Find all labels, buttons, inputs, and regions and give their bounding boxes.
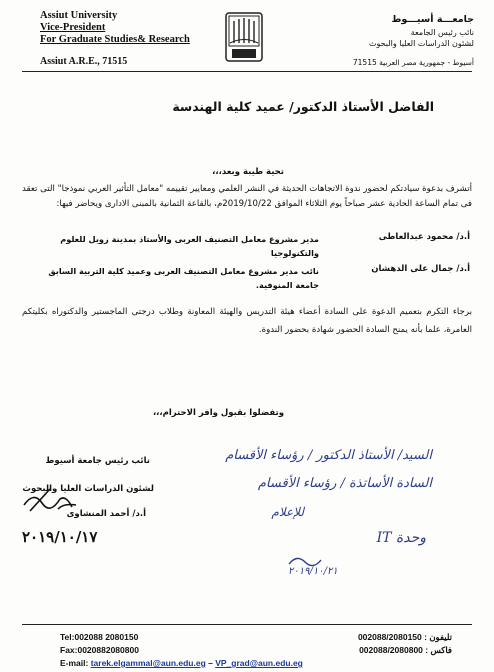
addressee: الفاضل الأستاذ الدكتور/ عميد كلية الهندسة xyxy=(172,99,434,114)
handwritten-note-1: السيد/ الأستاذ الدكتور / رؤساء الأقسام xyxy=(225,448,432,463)
footer-tel-ar: تليفون : 002088/2080150 xyxy=(357,632,452,642)
footer-email-link-1[interactable]: tarek.elgammal@aun.edu.eg xyxy=(90,658,206,668)
university-logo xyxy=(225,12,263,62)
handwritten-note-4: وحدة IT xyxy=(376,530,426,546)
header-ar-vice-president: نائب رئيس الجامعة xyxy=(410,28,474,37)
handwritten-signature xyxy=(20,485,80,517)
footer-email-line xyxy=(60,658,303,668)
footer-tel-en: Tel:002088 2080150 xyxy=(60,632,139,642)
request-paragraph: برجاء التكرم بتعميم الدعوة على السادة أعضاء هيئة التدريس والهيئة المعاونة وطلاب درجتى الماجستير والدكتوراه بكليتكم العامرة، علما بأنه يمنح السادة الحضور شهادة بحضور الندوة. xyxy=(22,307,472,335)
signature-name: أ.د/ أحمد المنشاوى xyxy=(66,509,146,519)
speaker-1-title: مدير مشروع معامل التصنيف العربى والأستاذ بمدينة زويل للعلوم والتكنولوجيا xyxy=(60,234,319,258)
footer-fax-ar: فاكس : 002088/2080800 xyxy=(359,645,452,655)
handwritten-note-3: للإعلام xyxy=(271,505,304,519)
handwritten-note-date: ٢٠١٩/١٠/٢١ xyxy=(288,566,338,577)
handwritten-note-2: السادة الأساتذة / رؤساء الأقسام xyxy=(257,476,432,491)
header-en-university: Assiut University xyxy=(40,10,118,21)
header-ar-graduate-studies: لشئون الدراسات العليا والبحوث xyxy=(368,39,474,48)
signature-title-1: نائب رئيس جامعة أسيوط xyxy=(45,456,150,466)
signature-date: ٢٠١٩/١٠/١٧ xyxy=(22,528,98,546)
header-ar-university: جامعـــة أسيـــوط xyxy=(391,14,474,25)
header-en-graduate-studies: For Graduate Studies& Research xyxy=(40,34,190,45)
header-ar-address: أسيوط - جمهورية مصر العربية 71515 xyxy=(352,58,474,67)
header-en-address: Assiut A.R.E., 71515 xyxy=(40,56,128,67)
signature-title-2: لشئون الدراسات العليا والبحوث xyxy=(22,484,154,494)
footer-divider xyxy=(22,624,472,625)
header-divider xyxy=(22,71,472,72)
header-en-vice-president: Vice-President xyxy=(40,22,106,33)
footer-fax-en: Fax:0020882080800 xyxy=(60,645,139,655)
invitation-paragraph: أتشرف بدعوة سيادتكم لحضور ندوة الاتجاهات الحديثة في النشر العلمي ومعايير تقييمه "معامل التأثير العربي نموذجا" التى تعقد فى تمام الساعة الحادية عشر صباحاً يوم الثلاثاء الموافق 2019/10/22م، بالقاعة الثمانية بالمبنى الادارى ويحاضر فيها: xyxy=(22,184,472,209)
speaker-2-name: أ.د/ جمال على الدهشان xyxy=(371,264,470,274)
speaker-2-title: نائب مدير مشروع معامل التصنيف العربى وعميد كلية التربية السابق جامعة المنوفية. xyxy=(48,266,319,290)
footer-email-label: E-mail: xyxy=(60,658,89,668)
greeting: تحية طيبة وبعد،،، xyxy=(212,167,284,177)
footer-email-separator: – xyxy=(205,658,216,668)
speaker-1-name: أ.د/ محمود عبدالعاطى xyxy=(378,232,470,242)
closing: وتفضلوا بقبول وافر الاحترام،،، xyxy=(152,408,284,418)
footer-email-link-2[interactable]: VP_grad@aun.edu.eg xyxy=(215,658,303,668)
